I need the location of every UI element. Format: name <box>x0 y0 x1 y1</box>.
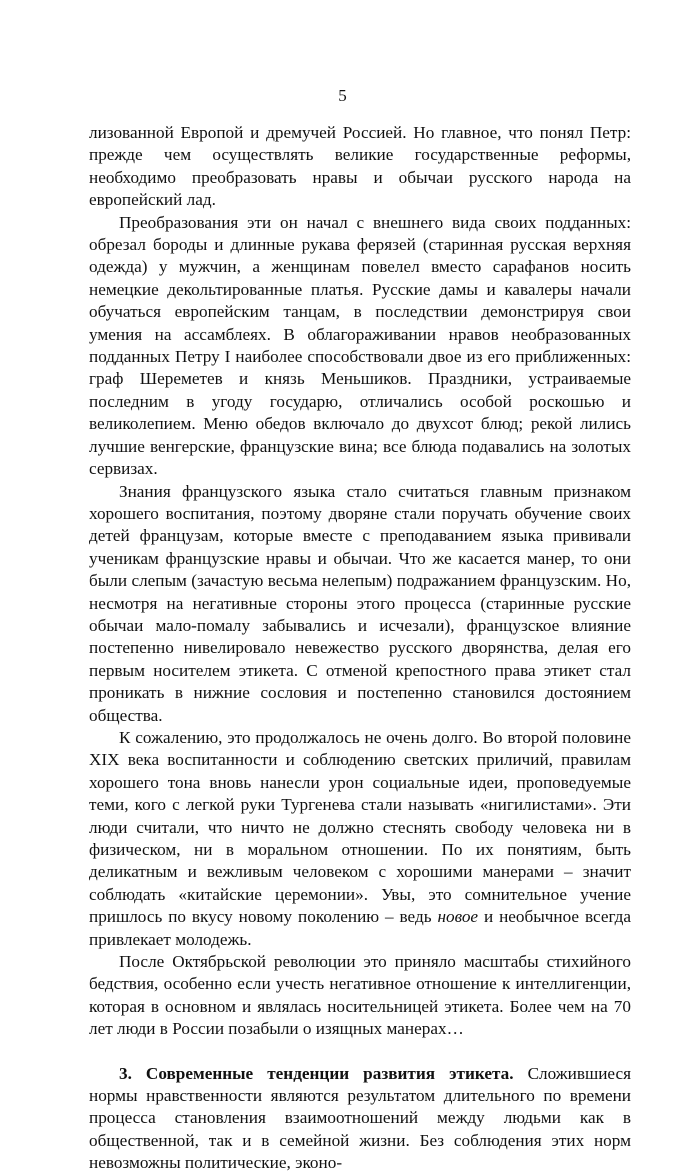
section-text: Сложившиеся нормы нравственности являются результатом длительного по времени процесса становления взаимоотношений между людьми как в общественной, так и в семейной жизни. Без соблюдения этих норм невозможны политические, эконо- <box>89 1063 631 1173</box>
body-text <box>89 122 631 1175</box>
paragraph-revolution: После Октябрьской революции это приняло масштабы стихийного бедствия, особенно если учесть негативное отношение к интеллигенции, которая в основном и являлась носительницей этикета. Более чем на 70 лет люди в России позабыли о изящных манерах… <box>89 952 631 1039</box>
paragraph-continuation: лизованной Европой и дремучей Россией. Но главное, что понял Петр: прежде чем осуществлять великие государственные реформы, необходимо преобразовать нравы и обычаи русского народа на европейский лад. <box>89 123 631 210</box>
italic-word: новое <box>437 907 479 927</box>
paragraph-nihilists <box>89 727 631 951</box>
paragraph-nihilists-ending: и необычное всегда привлекает молодежь. <box>89 907 632 949</box>
paragraph-nihilists-text: К сожалению, это продолжалось не очень долго. Во второй половине XIX века воспитанности и соблюдению светских приличий, правилам хорошего тона вновь нанесли урон социальные идеи, проповедуемые теми, кого с легкой руки Тургенева стали называть «нигилистами». Эти люди считали, что ничто не должно стеснять свободу человека ни в физическом, ни в моральном отношении. По их понятиям, быть деликатным и вежливым человеком с хорошими манерами – значит соблюдать «китайские церемонии». Увы, это сомнительное учение пришлось по вкусу новому поколению – ведь <box>89 727 631 927</box>
paragraph-peter-reforms: Преобразования эти он начал с внешнего вида своих подданных: обрезал бороды и длинные рукава ферязей (старинная русская верхняя одежда) у мужчин, а женщинам повелел вместо сарафанов носить немецкие декольтированные платья. Русские дамы и кавалеры начали обучаться европейским танцам, в последствии демонстрируя свои умения на ассамблеях. В облагораживании нравов необразованных подданных Петру I наиболее способствовали двое из его приближенных: граф Шереметев и князь Меньшиков. Праздники, устраиваемые последним в угоду государю, отличались особой роскошью и великолепием. Меню обедов включало до двухсот блюд; рекой лились лучшие венгерские, французские вина; все блюда подавались на золотых сервизах. <box>89 212 631 479</box>
section-paragraph <box>89 1063 631 1175</box>
paragraph-french-language: Знания французского языка стало считаться главным признаком хорошего воспитания, поэтому дворяне стали поручать обучение своих детей французам, которые вместе с преподаванием языка прививали ученикам французские нравы и обычаи. Что же касается манер, то они были слепым (зачастую весьма нелепым) подражанием французским. Но, несмотря на негативные стороны этого процесса (старинные русские обычаи мало-помалу забывались и исчезали), французское влияние постепенно нивелировало невежество русского дворянства, делая его первым носителем этикета. С отменой крепостного права этикет стал проникать в нижние сословия и постепенно становился достоянием общества. <box>89 481 631 725</box>
section-title: 3. Современные тенденции развития этикета. <box>119 1063 514 1083</box>
page-number: 5 <box>338 86 347 105</box>
